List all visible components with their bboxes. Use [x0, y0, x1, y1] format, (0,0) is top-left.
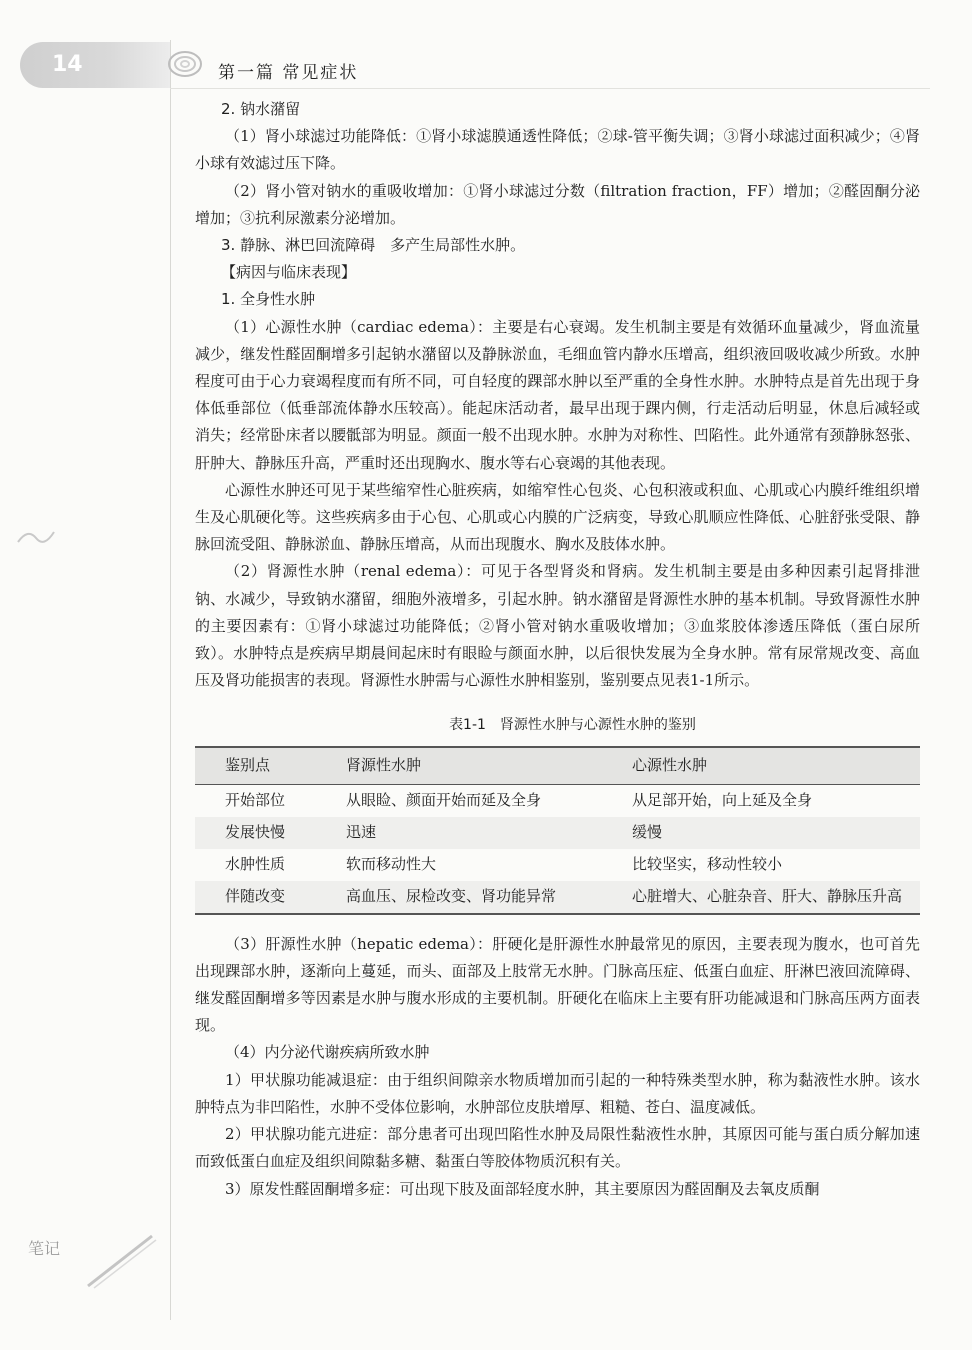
- section-heading: 2. 钠水潴留: [221, 100, 301, 118]
- paragraph: （2）肾小管对钠水的重吸收增加：①肾小球滤过分数（filtration fraction，FF）增加；②醛固酮分泌增加；③抗利尿激素分泌增加。: [195, 181, 920, 227]
- paragraph: （4）内分泌代谢疾病所致水肿: [225, 1043, 430, 1062]
- spiral-logo-icon: [165, 44, 205, 84]
- table-caption: 表1-1 肾源性水肿与心源性水肿的鉴别: [449, 717, 696, 734]
- page-number: 14: [52, 52, 83, 77]
- table-cell: 高血压、尿检改变、肾功能异常: [336, 881, 607, 914]
- table-cell: 开始部位: [225, 791, 286, 810]
- table-cell: 缓慢: [607, 817, 920, 849]
- paragraph: 2）甲状腺功能亢进症：部分患者可出现凹陷性水肿及局限性黏液性水肿，其原因可能与蛋白质分解加速而致低蛋白血症及组织间隙黏多糖、黏蛋白等胶体物质沉积有关。: [195, 1125, 920, 1171]
- section-heading: 3. 静脉、淋巴回流障碍 多产生局部性水肿。: [221, 236, 526, 255]
- paragraph: （3）肝源性水肿（hepatic edema）：肝硬化是肝源性水肿最常见的原因，主要表现为腹水，也可首先出现踝部水肿，逐渐向上蔓延，而头、面部及上肢常无水肿。门脉高压症、低蛋白血症、肝淋巴液回流障碍、继发醛固酮增多等因素是水肿与腹水形成的主要机制。肝硬化在临床上主要有肝功能减退和门脉高压两方面表现。: [195, 934, 920, 1035]
- table-cell: 从眼睑、颜面开始而延及全身: [346, 791, 542, 810]
- table-header-row: [195, 747, 920, 785]
- table-cell: 从足部开始，向上延及全身: [632, 791, 813, 810]
- table-row: [195, 881, 920, 914]
- paragraph: 心源性水肿还可见于某些缩窄性心脏疾病，如缩窄性心包炎、心包积液或积血、心肌或心内膜纤维组织增生及心肌硬化等。这些疾病多由于心包、心肌或心内膜的广泛病变，导致心肌顺应性降低、心脏舒张受限、静脉回流受阻、静脉淤血、静脉压增高，从而出现腹水、胸水及肢体水肿。: [195, 480, 920, 554]
- paragraph: 3）原发性醛固酮增多症：可出现下肢及面部轻度水肿，其主要原因为醛固酮及去氧皮质酮: [225, 1179, 820, 1198]
- paragraph: （1）肾小球滤过功能降低：①肾小球滤膜通透性降低；②球-管平衡失调；③肾小球滤过面积减少；④肾小球有效滤过压下降。: [195, 127, 920, 173]
- table-cell: 水肿性质: [225, 855, 286, 874]
- table-row: [195, 817, 920, 849]
- table-row: [195, 784, 920, 817]
- table-header-cell: 鉴别点: [195, 747, 336, 785]
- section-heading: 1. 全身性水肿: [221, 290, 316, 309]
- chapter-title: 第一篇 常见症状: [218, 63, 359, 83]
- paragraph: （2）肾源性水肿（renal edema）：可见于各型肾炎和肾病。发生机制主要是由多种因素引起肾排泄钠、水减少，导致钠水潴留，细胞外液增多，引起水肿。钠水潴留是肾源性水肿的基本机制。导致肾源性水肿的主要因素有：①肾小球滤过功能降低；②肾小管对钠水重吸收增加；③血浆胶体渗透压降低（蛋白尿所致）。水肿特点是疾病早期晨间起床时有眼睑与颜面水肿，以后很快发展为全身水肿。常有尿常规改变、高血压及肾功能损害的表现。肾源性水肿需与心源性水肿相鉴别，鉴别要点见表1-1所示。: [195, 562, 920, 690]
- paragraph: （1）心源性水肿（cardiac edema）：主要是右心衰竭。发生机制主要是有效循环血量减少，肾血流量减少，继发性醛固酮增多引起钠水潴留以及静脉淤血，毛细血管内静水压增高，组织液回吸收减少所致。水肿程度可由于心力衰竭程度而有所不同，可自轻度的踝部水肿以至严重的全身性水肿。水肿特点是首先出现于身体低垂部位（低垂部流体静水压较高）。能起床活动者，最早出现于踝内侧，行走活动后明显，休息后减轻或消失；经常卧床者以腰骶部为明显。颜面一般不出现水肿。水肿为对称性、凹陷性。此外通常有颈静脉怒张、肝肿大、静脉压升高，严重时还出现胸水、腹水等右心衰竭的其他表现。: [195, 317, 920, 472]
- header-rule: [170, 88, 930, 89]
- table-cell: 软而移动性大: [346, 855, 437, 874]
- table-header-cell: 心源性水肿: [607, 747, 920, 785]
- paragraph: 1）甲状腺功能减退症：由于组织间隙亲水物质增加而引起的一种特殊类型水肿，称为黏液性水肿。该水肿特点为非凹陷性，水肿不受体位影响，水肿部位皮肤增厚、粗糙、苍白、温度减低。: [195, 1070, 920, 1116]
- page-number-tab: [20, 42, 170, 88]
- comparison-table: [195, 746, 920, 915]
- table-cell: 比较坚实，移动性较小: [632, 855, 783, 874]
- margin-rule: [170, 40, 171, 1320]
- table-cell: 迅速: [336, 817, 607, 849]
- page-content: [195, 96, 920, 1203]
- table-cell: 伴随改变: [195, 881, 336, 914]
- section-heading: 【病因与临床表现】: [221, 263, 357, 282]
- scribble-mark-icon: [14, 520, 64, 550]
- table-header-cell: 肾源性水肿: [336, 747, 607, 785]
- pen-icon: [80, 1230, 160, 1290]
- notes-label: 笔记: [28, 1239, 61, 1258]
- table-cell: 心脏增大、心脏杂音、肝大、静脉压升高: [607, 881, 920, 914]
- table-row: [195, 849, 920, 881]
- table-cell: 发展快慢: [195, 817, 336, 849]
